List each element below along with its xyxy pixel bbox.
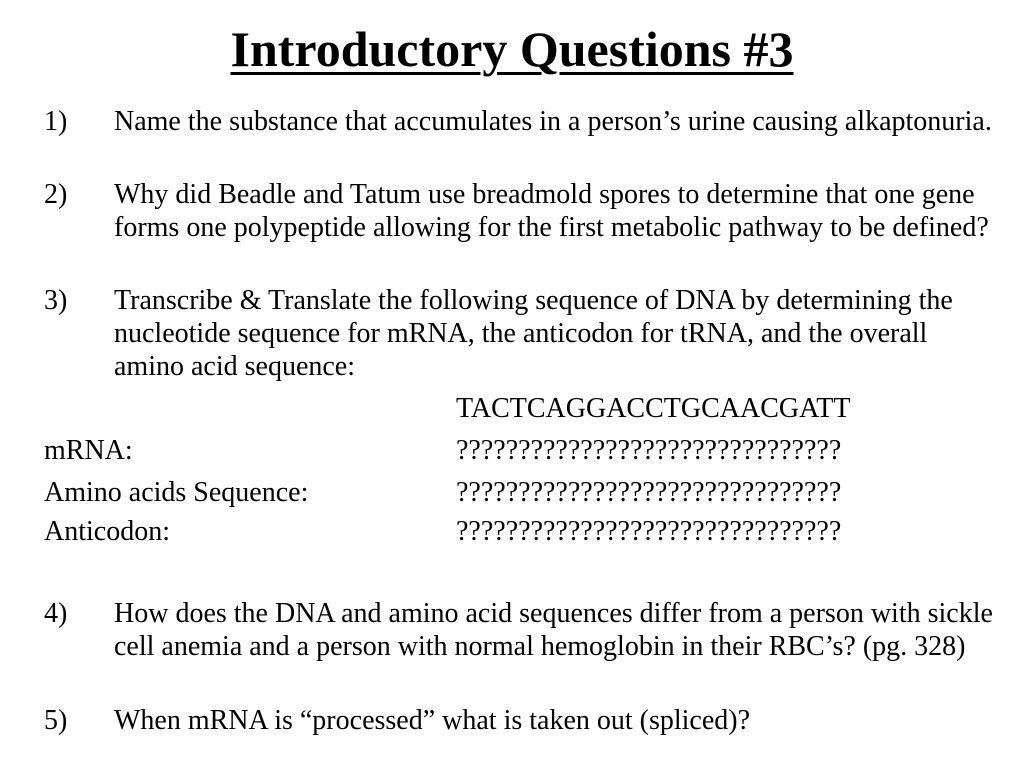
anticodon-row — [44, 515, 1004, 548]
question-number: 3) — [44, 285, 68, 316]
question-text: How does the DNA and amino acid sequences differ from a person with sickle cell anemia and a person with normal hemoglobin in their RBC’s? (pg. 328) — [114, 598, 993, 662]
question-number: 4) — [44, 598, 68, 629]
question-text: Transcribe & Translate the following sequence of DNA by determining the nucleotide sequence for mRNA, the anticodon for tRNA, and the overall amino acid sequence: — [114, 285, 953, 382]
question-text: Name the substance that accumulates in a person’s urine causing alkaptonuria. — [114, 106, 992, 137]
question-5 — [44, 704, 1004, 737]
dna-sequence: TACTCAGGACCTGCAACGATT — [456, 393, 851, 424]
question-number: 5) — [44, 705, 68, 736]
question-number: 1) — [44, 106, 68, 137]
mrna-row — [44, 434, 1004, 467]
slide-title: Introductory Questions #3 — [230, 21, 794, 77]
row-label: mRNA: — [44, 435, 133, 466]
amino-acids-row — [44, 476, 1004, 509]
question-text: When mRNA is “processed” what is taken out (spliced)? — [114, 705, 751, 736]
row-label: Amino acids Sequence: — [44, 477, 309, 508]
dna-sequence-row — [44, 392, 1004, 425]
row-value: ??????????????????????????????? — [456, 435, 842, 466]
question-text: Why did Beadle and Tatum use breadmold spores to determine that one gene forms one polypeptide allowing for the first metabolic pathway to be defined? — [114, 179, 989, 243]
question-1 — [44, 105, 1004, 138]
question-number: 2) — [44, 179, 68, 210]
question-3 — [44, 284, 1004, 383]
question-2 — [44, 178, 1004, 244]
row-label: Anticodon: — [44, 516, 170, 547]
row-value: ??????????????????????????????? — [456, 477, 842, 508]
row-value: ??????????????????????????????? — [456, 516, 842, 547]
question-4 — [44, 597, 1004, 663]
